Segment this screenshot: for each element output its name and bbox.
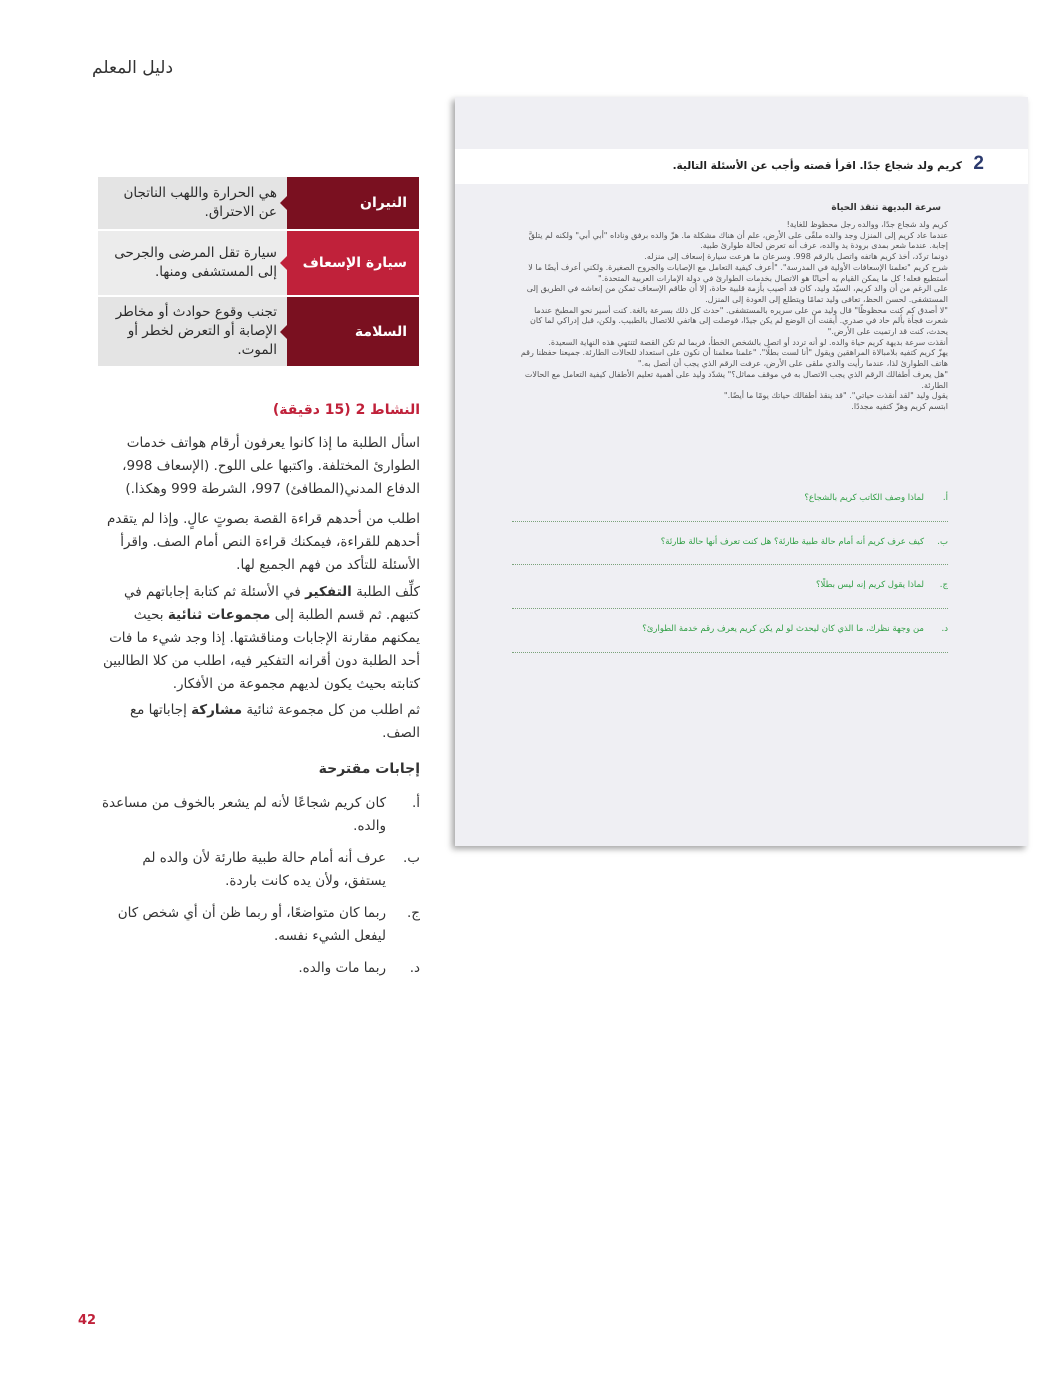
answer-text: ربما مات والده.: [298, 960, 386, 976]
vocab-definition: [98, 230, 287, 296]
vocabulary-table: [98, 177, 419, 366]
answer-item: [100, 792, 420, 838]
story-paragraph: دونما تردّد، أخذ كريم هاتفه واتصل بالرقم 998. وسرعان ما هرعت سيارة إسعاف إلى منزله.: [644, 252, 948, 262]
answers-title: إجابات مقترحة: [318, 761, 420, 777]
story-paragraph: عندما عاد كريم إلى المنزل وجد والده ملقًى على الأرض، علم أن هناك مشكلة ما. هزّ والده برفق وناداه "أبي أبي" ولكنه لم يتلقَّ إجابة. عندما شعر بمدى برودة يد والده، عرف أنه تعرض لحالة طوارئ طبية.: [528, 230, 948, 251]
comprehension-question: [508, 493, 948, 503]
answer-label: أ.: [411, 795, 420, 811]
question-text: من وجهة نظرك، ما الذي كان ليحدث لو لم يكن كريم يعرف رقم خدمة الطوارئ؟: [642, 624, 924, 634]
bold-term: التفكير: [305, 584, 352, 600]
story-title: سرعة البديهة تنقذ الحياة: [831, 203, 941, 213]
answer-text: كان كريم شجاعًا لأنه لم يشعر بالخوف من مساعدة والده.: [101, 795, 386, 834]
question-text: لماذا وصف الكاتب كريم بالشجاع؟: [804, 493, 924, 503]
student-book-page: [455, 97, 1028, 846]
answer-item: [100, 847, 420, 893]
story-paragraph: على الرغم من أن والد كريم، السيّد وليد، كان قد أصيب بأزمة قلبية حادة، إلا أن طاقم الإسعاف تمكن من إنعاشه في الطريق إلى المستشفى. لحسن الحظ، تعافى وليد تمامًا ويتطلع إلى العودة إلى المنزل.: [526, 284, 948, 304]
story-paragraph: "هل يعرف أطفالك الرقم الذي يجب الاتصال به في موقف مماثل؟" يشدّد وليد على أهمية تعليم الأطفال كيفية التعامل مع الحالات الطارئة.: [524, 369, 948, 390]
pointer-arrow-icon: [280, 195, 288, 211]
answer-line: [512, 652, 948, 653]
story-paragraph: أنقذت سرعة بديهة كريم حياة والده. لو أنه تردد أو اتصل بالشخص الخطأ، فربما لم تكن القصة لتنتهي هذه النهاية السعيدة.: [548, 337, 948, 347]
comprehension-question: [508, 624, 948, 634]
answer-label: ب.: [402, 850, 420, 866]
question-label: أ.: [942, 493, 948, 503]
page-number: 42: [78, 1313, 97, 1328]
answer-text: عرف أنه أمام حالة طبية طارئة لأن والده لم يستفق، ولأن يده كانت باردة.: [142, 850, 386, 889]
story-paragraph: شرح كريم "تعلمنا الإسعافات الأولية في المدرسة". "أعرف كيفية التعامل مع الإصابات والجروح الصغيرة. ولكني أعرف أيضًا ما لا أستطيع فعله! كل ما يمكن القيام به أحيانًا هو الاتصال بخدمات الطوارئ في دولة الإمارات العربية المتحدة.": [528, 262, 948, 283]
question-label: ب.: [937, 537, 948, 547]
bold-term: مشاركة: [191, 702, 243, 718]
vocab-term: سيارة الإسعاف: [287, 230, 419, 296]
activity-paragraph: اسأل الطلبة ما إذا كانوا يعرفون أرقام هواتف خدمات الطوارئ المختلفة. واكتبها على اللوح. (الإسعاف 998، الدفاع المدني(المطافئ) 997، الشرطة 999 وهكذا.): [122, 435, 420, 497]
activity-paragraph: اطلب من أحدهم قراءة القصة بصوتٍ عالٍ. وإذا لم يتقدم أحدهم للقراءة، فيمكنك قراءة النص أمام الصف. واقرأ الأسئلة للتأكد من فهم الجميع لها.: [107, 511, 420, 573]
vocab-definition-text: هي الحرارة واللهب الناتجان عن الاحتراق.: [123, 185, 277, 220]
question-number: 2: [973, 153, 984, 174]
vocab-row: [98, 296, 419, 366]
answer-label: د.: [409, 960, 420, 976]
comprehension-question: [508, 580, 948, 590]
vocab-term: السلامة: [287, 296, 419, 366]
text-run: إجاباتها مع الصف.: [129, 702, 420, 741]
text-run: ثم اطلب من كل مجموعة ثنائية: [242, 702, 420, 718]
answer-line: [512, 564, 948, 565]
story-paragraph: يقول وليد "لقد أنقذت حياتي". "قد ينقذ أطفالك حياتك يومًا ما أيضًا.": [723, 391, 948, 401]
story-paragraph: "لا أصدق كم كنت محظوظًا" قال وليد من على سريره بالمستشفى. "حدث كل ذلك بسرعة بالغة. كنت أسير نحو المطبخ عندما شعرت فجأة بألم حاد في صدري. أيقنت أن الوضع لم يكن جيدًا، فوصلت إلى هاتفي للاتصال بالطبيب. ولكن، قبل إدراكي لما كان يحدث، كنت قد ارتميت على الأرض.": [530, 305, 948, 337]
story-paragraph: كريم ولد شجاع جدًا، ووالده رجل محظوظ للغاية!: [786, 220, 948, 229]
text-run: في الأسئلة ثم كتابة إجاباتهم في كتبهم. ثم قسم الطلبة إلى: [124, 584, 420, 623]
text-run: كلِّف الطلبة: [351, 584, 420, 600]
vocab-definition-text: سيارة تقل المرضى والجرحى إلى المستشفى ومنها.: [114, 245, 277, 280]
activity-paragraph: [100, 581, 420, 696]
question-header: [455, 149, 1028, 184]
story-paragraph: يهزّ كريم كتفيه بلامبالاة المراهقين ويقول "أنا لست بطلًا". "علمنا معلمنا أن نكون على استعداد للحالات الطارئة. جميعنا حفظنا رقم هاتف الطوارئ لذا، عندما رأيت والدي ملقى على الأرض، عرفت الرقم الذي يجب أن أتصل به.": [520, 348, 948, 369]
question-text: لماذا يقول كريم إنه ليس بطلًا؟: [816, 580, 924, 590]
vocab-row: [98, 177, 419, 230]
answer-label: ج.: [406, 905, 420, 921]
answer-text: ربما كان متواضعًا، أو ربما ظن أن أي شخص كان ليفعل الشيء نفسه.: [117, 905, 386, 944]
bold-term: مجموعات ثنائية: [167, 607, 271, 623]
question-label: ج.: [939, 580, 948, 590]
pointer-arrow-icon: [280, 324, 288, 340]
vocab-row: [98, 230, 419, 296]
pointer-arrow-icon: [280, 255, 288, 271]
question-label: د.: [941, 624, 948, 634]
vocab-definition-text: تجنب وقوع حوادث أو مخاطر الإصابة أو التعرض لخطر أو الموت.: [115, 304, 277, 358]
activity-title: النشاط 2 (15 دقيقة): [272, 402, 420, 418]
activity-paragraph: [100, 699, 420, 745]
vocab-definition: [98, 177, 287, 230]
vocab-definition: [98, 296, 287, 366]
question-text: كيف عرف كريم أنه أمام حالة طبية طارئة؟ هل كنت تعرف أنها حالة طارئة؟: [660, 537, 924, 547]
question-instruction: كريم ولد شجاع جدًا. اقرأ قصته وأجب عن الأسئلة التالية.: [672, 160, 962, 172]
story-text: [516, 220, 948, 413]
comprehension-question: [508, 537, 948, 547]
answer-item: [100, 957, 420, 980]
story-paragraph: ابتسم كريم وهزّ كتفيه مجددًا.: [851, 401, 948, 411]
answers-list: [100, 792, 420, 989]
answer-line: [512, 521, 948, 522]
guide-title: دليل المعلم: [92, 58, 174, 78]
answer-item: [100, 902, 420, 948]
vocab-term: النيران: [287, 177, 419, 230]
answer-line: [512, 608, 948, 609]
text-run: بحيث يمكنهم مقارنة الإجابات ومناقشتها. إذا وجد شيء ما فات أحد الطلبة دون أقرانه التفكير فيه، اطلب من كلا الطالبين كتابته بحيث يكون لديهم مجموعة من الأفكار.: [102, 607, 420, 692]
